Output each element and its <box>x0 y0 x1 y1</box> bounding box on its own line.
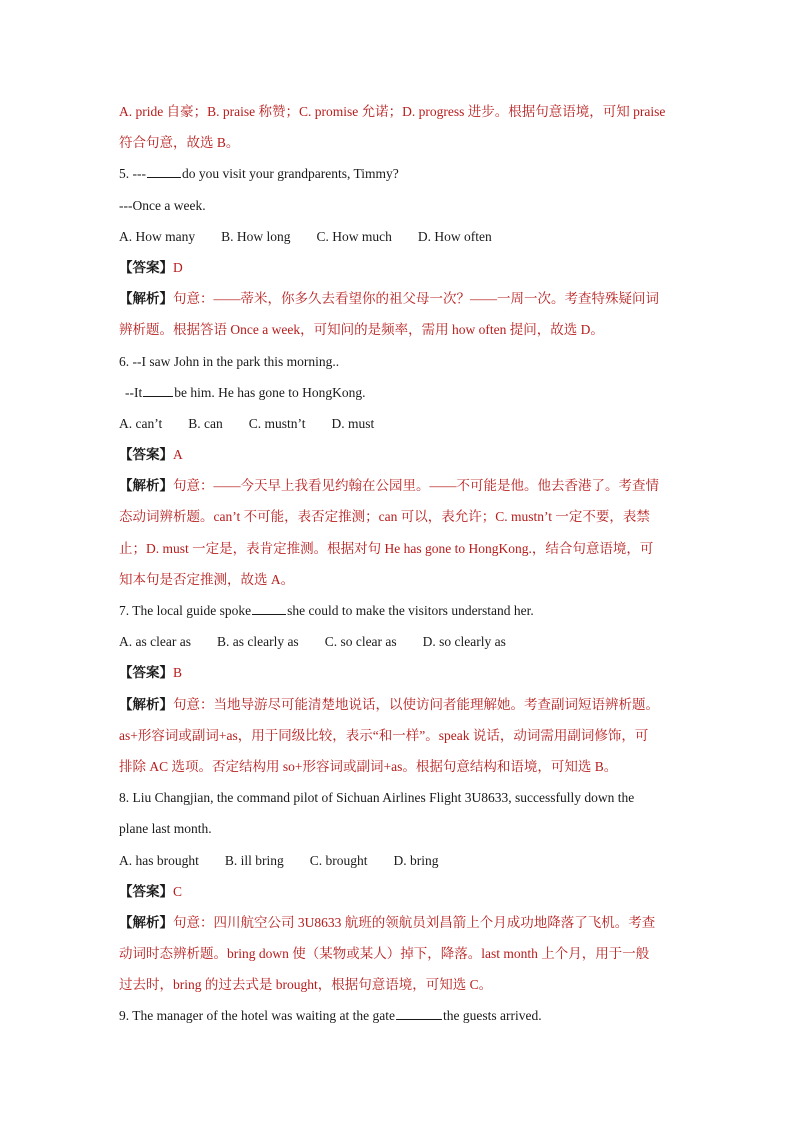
q6-stem: 6. --I saw John in the park this morning.. <box>119 353 340 369</box>
q5-option-d: D. How often <box>417 228 492 244</box>
q7-answer-label: 【答案】 <box>119 665 173 681</box>
q5-answer <box>119 252 679 283</box>
q7-option-d: D. so clearly as <box>422 634 506 650</box>
q7-analysis-line-2: as+形容词或副词+as，用于同级比较，表示“和一样”。speak 说话，动词需用副词修饰，可 <box>119 727 649 743</box>
q8-stem-line-1: 8. Liu Changjian, the command pilot of Sichuan Airlines Flight 3U8633, successfully down the <box>119 790 635 806</box>
q9-blank <box>396 1006 442 1020</box>
q5-stem-suffix: do you visit your grandparents, Timmy? <box>182 166 399 182</box>
document-content <box>119 96 679 1032</box>
q6-reply-suffix: be him. He has gone to HongKong. <box>174 384 366 400</box>
q5-option-c: C. How much <box>316 228 392 244</box>
q7-analysis-label: 【解析】 <box>119 696 173 712</box>
q6-option-a: A. can’t <box>119 415 163 431</box>
q7-analysis-line-1 <box>119 689 679 720</box>
q5-answer-label: 【答案】 <box>119 259 173 275</box>
q8-analysis-line-2: 动词时态辨析题。bring down 使（某物或某人）掉下，降落。last month 上个月，用于一般 <box>119 946 650 962</box>
q6-analysis-line-3: 止；D. must 一定是，表肯定推测。根据对句 He has gone to HongKong.，结合句意语境，可 <box>119 540 654 556</box>
q8-analysis-text-1: 句意：四川航空公司 3U8633 航班的领航员刘昌箭上个月成功地降落了飞机。考查 <box>173 914 656 930</box>
q6-answer <box>119 439 679 470</box>
q8-option-b: B. ill bring <box>224 852 284 868</box>
q9-stem-suffix: the guests arrived. <box>443 1008 542 1024</box>
q6-analysis-line-1 <box>119 470 679 501</box>
q7-answer <box>119 657 679 688</box>
q9-stem-prefix: 9. The manager of the hotel was waiting at the gate <box>119 1008 396 1024</box>
q7-options <box>119 626 679 657</box>
q9-stem <box>119 1000 679 1031</box>
q5-option-a: A. How many <box>119 228 196 244</box>
q7-option-a: A. as clear as <box>119 634 191 650</box>
q7-blank <box>252 601 286 615</box>
q6-analysis-label: 【解析】 <box>119 478 173 494</box>
q8-stem-line-2: plane last month. <box>119 821 212 837</box>
q8-options <box>119 845 679 876</box>
q5-analysis-text-1: 句意：——蒂米，你多久去看望你的祖父母一次？——一周一次。考查特殊疑问词 <box>173 291 659 307</box>
q8-answer <box>119 876 679 907</box>
q4-analysis-line-2: 符合句意，故选 B。 <box>119 135 240 151</box>
q5-analysis-line-2: 辨析题。根据答语 Once a week，可知问的是频率，需用 how often 提问，故选 D。 <box>119 322 604 338</box>
q6-options <box>119 408 679 439</box>
q6-option-c: C. mustn’t <box>248 415 306 431</box>
q7-analysis-line-3: 排除 AC 选项。否定结构用 so+形容词或副词+as。根据句意结构和语境，可知选 B。 <box>119 758 618 774</box>
q7-answer-value: B <box>173 665 183 681</box>
q5-answer-value: D <box>173 259 183 275</box>
q8-option-d: D. bring <box>393 852 439 868</box>
q7-stem-suffix: she could to make the visitors understand her. <box>287 603 534 618</box>
q6-option-d: D. must <box>331 415 375 431</box>
q8-analysis-label: 【解析】 <box>119 914 173 930</box>
q4-analysis-line-1: A. pride 自豪；B. praise 称赞；C. promise 允诺；D. progress 进步。根据句意语境，可知 praise <box>119 104 666 119</box>
q5-blank <box>147 164 181 178</box>
q7-stem-prefix: 7. The local guide spoke <box>119 603 252 618</box>
q7-option-b: B. as clearly as <box>216 634 299 650</box>
q5-stem <box>119 158 679 189</box>
q5-stem-prefix: 5. --- <box>119 166 146 182</box>
q6-answer-label: 【答案】 <box>119 447 173 463</box>
q8-analysis-line-1 <box>119 907 679 938</box>
q6-reply <box>119 377 679 408</box>
q5-option-b: B. How long <box>221 228 291 244</box>
q8-answer-label: 【答案】 <box>119 883 173 899</box>
q6-analysis-line-4: 知本句是否定推测，故选 A。 <box>119 571 295 587</box>
q5-options <box>119 221 679 252</box>
q6-option-b: B. can <box>188 415 223 431</box>
q6-reply-prefix: --It <box>125 384 143 400</box>
q8-answer-value: C <box>173 883 183 899</box>
q6-analysis-text-1: 句意：——今天早上我看见约翰在公园里。——不可能是他。他去香港了。考查情 <box>173 478 659 494</box>
q7-option-c: C. so clear as <box>324 634 397 650</box>
q5-reply: ---Once a week. <box>119 197 206 213</box>
q7-stem <box>119 595 679 626</box>
q8-option-c: C. brought <box>309 852 368 868</box>
q6-answer-value: A <box>173 447 183 463</box>
q6-blank <box>143 383 173 397</box>
q8-analysis-line-3: 过去时，bring 的过去式是 brought，根据句意语境，可知选 C。 <box>119 977 493 993</box>
q7-analysis-text-1: 句意：当地导游尽可能清楚地说话，以使访问者能理解她。考查副词短语辨析题。 <box>173 696 659 712</box>
q8-option-a: A. has brought <box>119 852 199 868</box>
q5-analysis-line-1 <box>119 283 679 314</box>
q6-analysis-line-2: 态动词辨析题。can’t 不可能，表否定推测；can 可以，表允许；C. mustn’t 一定不要，表禁 <box>119 509 650 525</box>
q5-analysis-label: 【解析】 <box>119 291 173 307</box>
